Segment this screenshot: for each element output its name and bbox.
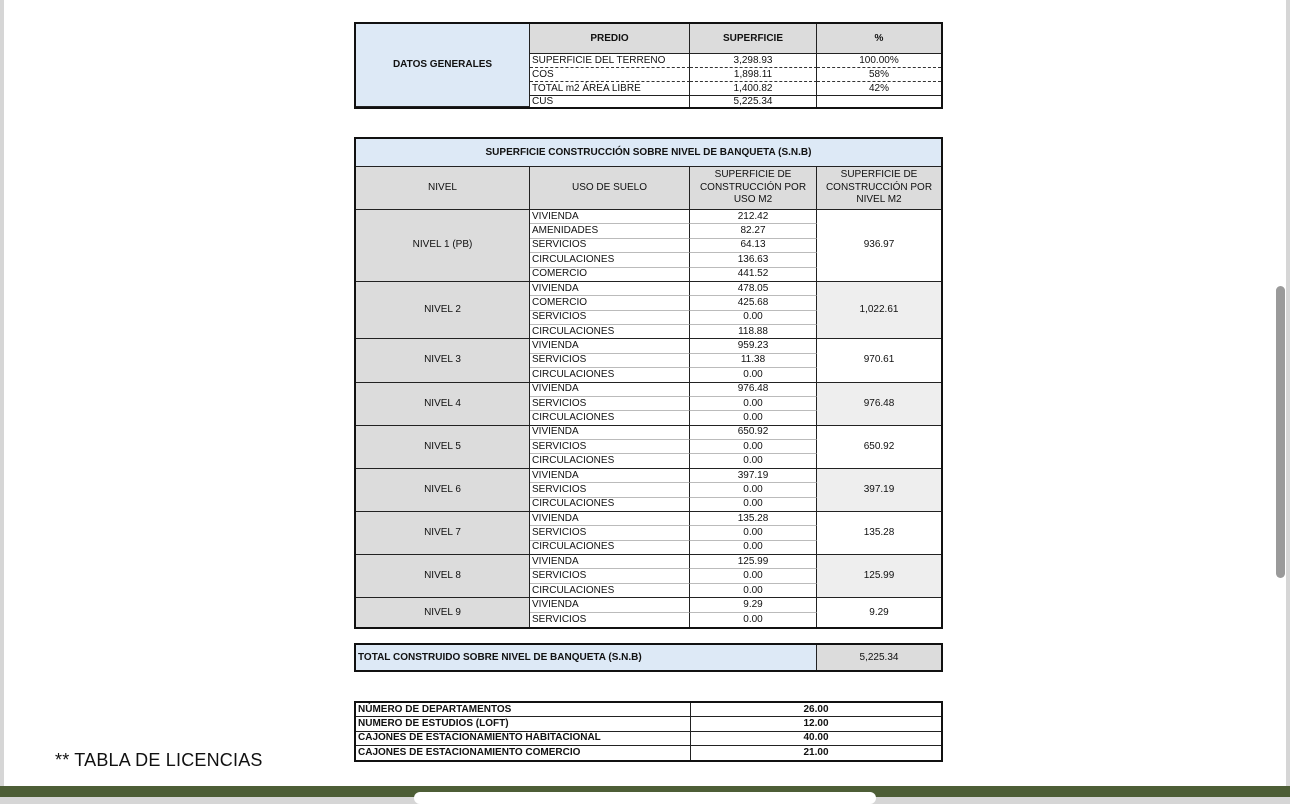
uso-de-suelo-cell: SERVICIOS <box>530 440 690 454</box>
superficie-nivel-cell: 976.48 <box>817 383 941 426</box>
superficie-nivel-cell: 9.29 <box>869 606 889 618</box>
resumen-label: CAJONES DE ESTACIONAMIENTO COMERCIO <box>356 746 691 760</box>
predio-cell: CUS <box>530 96 690 107</box>
resumen-value: 40.00 <box>691 732 941 746</box>
superficie-uso-cell: 82.27 <box>690 224 817 238</box>
superficie-uso-cell: 0.00 <box>690 397 817 411</box>
uso-de-suelo-cell: SERVICIOS <box>530 311 690 325</box>
superficie-uso-cell: 0.00 <box>690 411 817 425</box>
header-uso-de-suelo: USO DE SUELO <box>530 167 690 210</box>
superficie-cell: 5,225.34 <box>690 96 817 107</box>
superficie-uso-cell: 125.99 <box>690 555 817 569</box>
uso-de-suelo-cell: SERVICIOS <box>530 613 690 627</box>
superficie-uso-cell: 0.00 <box>690 454 817 468</box>
bottom-pill[interactable] <box>414 792 876 804</box>
superficie-uso-cell: 397.19 <box>690 469 817 483</box>
uso-de-suelo-cell: VIVIENDA <box>530 426 690 440</box>
uso-de-suelo-cell: CIRCULACIONES <box>530 584 690 598</box>
resumen-label: NÚMERO DE DEPARTAMENTOS <box>356 703 691 717</box>
nivel-label: NIVEL 6 <box>356 469 530 512</box>
superficie-uso-cell: 64.13 <box>690 239 817 253</box>
superficie-uso-cell: 0.00 <box>690 526 817 540</box>
uso-de-suelo-cell: CIRCULACIONES <box>530 498 690 512</box>
superficie-cell: 1,898.11 <box>690 68 817 82</box>
superficie-nivel-cell: 936.97 <box>817 210 941 282</box>
header-nivel: NIVEL <box>356 167 530 210</box>
superficie-uso-cell: 118.88 <box>690 325 817 339</box>
superficie-uso-cell: 0.00 <box>690 483 817 497</box>
nivel-label: NIVEL 9 <box>356 598 530 627</box>
nivel-label: NIVEL 7 <box>356 512 530 555</box>
superficie-cell: 1,400.82 <box>690 82 817 96</box>
uso-de-suelo-cell: CIRCULACIONES <box>530 253 690 267</box>
superficie-nivel-cell: 125.99 <box>817 555 941 598</box>
superficie-uso-cell: 441.52 <box>690 268 817 282</box>
superficie-uso-cell: 0.00 <box>690 569 817 583</box>
superficie-uso-cell: 478.05 <box>690 282 817 296</box>
predio-cell: SUPERFICIE DEL TERRENO <box>530 54 690 68</box>
uso-de-suelo-cell: SERVICIOS <box>530 397 690 411</box>
superficie-uso-cell: 650.92 <box>690 426 817 440</box>
uso-de-suelo-cell: VIVIENDA <box>530 282 690 296</box>
datos-generales-label: DATOS GENERALES <box>356 24 530 107</box>
nivel-label: NIVEL 8 <box>356 555 530 598</box>
snb-title: SUPERFICIE CONSTRUCCIÓN SOBRE NIVEL DE BANQUETA (S.N.B) <box>356 139 941 167</box>
superficie-nivel-cell: 135.28 <box>817 512 941 555</box>
nivel-label: NIVEL 4 <box>356 383 530 426</box>
total-value: 5,225.34 <box>817 645 941 670</box>
uso-de-suelo-cell: CIRCULACIONES <box>530 541 690 555</box>
uso-de-suelo-cell: VIVIENDA <box>530 339 690 353</box>
percent-cell: 58% <box>817 68 941 82</box>
nivel-label: NIVEL 2 <box>356 282 530 340</box>
uso-de-suelo-cell: CIRCULACIONES <box>530 411 690 425</box>
uso-de-suelo-cell: SERVICIOS <box>530 569 690 583</box>
uso-de-suelo-cell: CIRCULACIONES <box>530 454 690 468</box>
header-predio: PREDIO <box>530 24 690 54</box>
percent-cell: 100.00% <box>817 54 941 68</box>
uso-de-suelo-cell: VIVIENDA <box>530 469 690 483</box>
footnote: ** TABLA DE LICENCIAS <box>55 750 263 770</box>
datos-generales-table <box>354 22 943 109</box>
superficie-nivel-cell: 1,022.61 <box>817 282 941 340</box>
superficie-uso-cell: 0.00 <box>690 440 817 454</box>
uso-de-suelo-cell: SERVICIOS <box>530 354 690 368</box>
uso-de-suelo-cell: CIRCULACIONES <box>530 325 690 339</box>
predio-cell: TOTAL m2 ÁREA LIBRE <box>530 82 690 96</box>
uso-de-suelo-cell: VIVIENDA <box>530 555 690 569</box>
superficie-uso-cell: 0.00 <box>690 613 817 627</box>
superficie-uso-cell: 212.42 <box>690 210 817 224</box>
resumen-label: CAJONES DE ESTACIONAMIENTO HABITACIONAL <box>356 732 691 746</box>
resumen-value: 21.00 <box>803 746 829 758</box>
percent-cell: 42% <box>817 82 941 96</box>
uso-de-suelo-cell: VIVIENDA <box>530 383 690 397</box>
resumen-label: NUMERO DE ESTUDIOS (LOFT) <box>356 717 691 731</box>
snb-table <box>354 137 943 629</box>
superficie-uso-cell: 135.28 <box>690 512 817 526</box>
uso-de-suelo-cell: COMERCIO <box>530 296 690 310</box>
scrollbar[interactable] <box>1276 286 1285 578</box>
percent-cell <box>817 96 941 107</box>
superficie-uso-cell: 11.38 <box>690 354 817 368</box>
superficie-uso-cell: 9.29 <box>690 598 817 612</box>
header-superficie-por-nivel: SUPERFICIE DE CONSTRUCCIÓN POR NIVEL M2 <box>817 167 941 210</box>
nivel-label: NIVEL 1 (PB) <box>356 210 530 282</box>
header-percent: % <box>817 24 941 54</box>
superficie-nivel-cell: 970.61 <box>817 339 941 382</box>
superficie-uso-cell: 0.00 <box>690 368 817 382</box>
superficie-uso-cell: 136.63 <box>690 253 817 267</box>
resumen-table <box>354 701 943 762</box>
uso-de-suelo-cell: COMERCIO <box>530 268 690 282</box>
superficie-uso-cell: 425.68 <box>690 296 817 310</box>
resumen-value: 12.00 <box>691 717 941 731</box>
header-superficie: SUPERFICIE <box>690 24 817 54</box>
nivel-label: NIVEL 5 <box>356 426 530 469</box>
uso-de-suelo-cell: VIVIENDA <box>530 512 690 526</box>
uso-de-suelo-cell: CIRCULACIONES <box>530 368 690 382</box>
superficie-cell: 3,298.93 <box>690 54 817 68</box>
superficie-nivel-cell: 650.92 <box>817 426 941 469</box>
predio-cell: COS <box>530 68 690 82</box>
uso-de-suelo-cell: AMENIDADES <box>530 224 690 238</box>
superficie-uso-cell: 0.00 <box>690 541 817 555</box>
superficie-uso-cell: 0.00 <box>690 584 817 598</box>
superficie-uso-cell: 959.23 <box>690 339 817 353</box>
resumen-value: 26.00 <box>691 703 941 717</box>
total-table <box>354 643 943 672</box>
uso-de-suelo-cell: SERVICIOS <box>530 483 690 497</box>
document-page <box>4 0 1286 786</box>
total-label: TOTAL CONSTRUIDO SOBRE NIVEL DE BANQUETA (S.N.B) <box>356 645 817 670</box>
superficie-nivel-cell: 397.19 <box>817 469 941 512</box>
uso-de-suelo-cell: VIVIENDA <box>530 210 690 224</box>
header-superficie-por-uso: SUPERFICIE DE CONSTRUCCIÓN POR USO M2 <box>690 167 817 210</box>
superficie-uso-cell: 976.48 <box>690 383 817 397</box>
nivel-label: NIVEL 3 <box>356 339 530 382</box>
uso-de-suelo-cell: SERVICIOS <box>530 526 690 540</box>
superficie-uso-cell: 0.00 <box>690 311 817 325</box>
uso-de-suelo-cell: SERVICIOS <box>530 239 690 253</box>
uso-de-suelo-cell: VIVIENDA <box>530 598 690 612</box>
superficie-uso-cell: 0.00 <box>690 498 817 512</box>
